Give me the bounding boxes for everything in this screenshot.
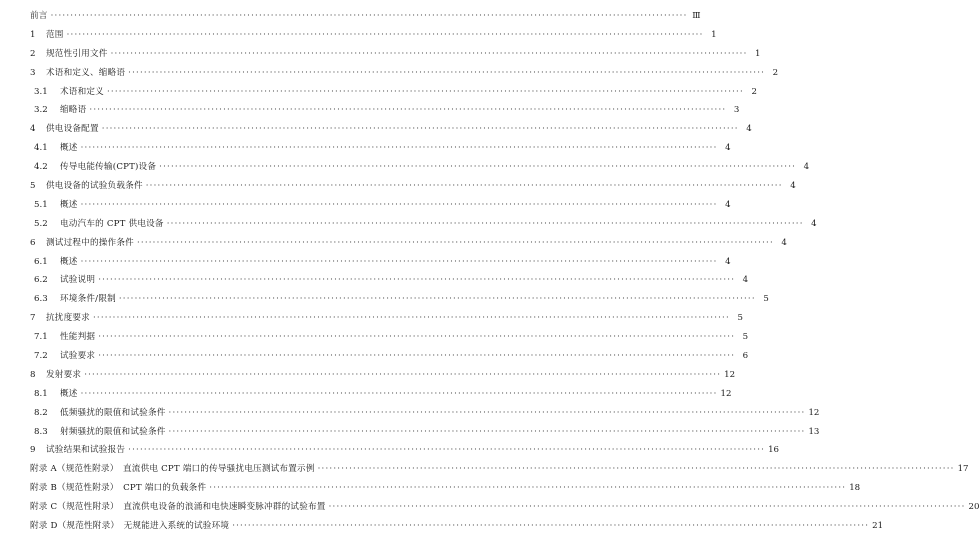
toc-entry[interactable] (30, 328, 749, 347)
toc-entry-title: 性能判据 (60, 332, 96, 343)
toc-entry[interactable] (30, 404, 820, 423)
toc-entry[interactable] (30, 83, 757, 102)
dot-leader (128, 64, 765, 83)
toc-entry-title: 概述 (60, 143, 78, 154)
toc-entry-number: 8 (30, 369, 36, 380)
toc-entry[interactable] (30, 45, 761, 64)
toc-entry-number: 1 (30, 29, 36, 40)
toc-entry-title: 试验结果和试验报告 (46, 445, 126, 456)
toc-entry[interactable] (30, 385, 732, 404)
dot-leader (81, 139, 718, 158)
toc-entry-page: 12 (808, 407, 820, 418)
dot-leader (119, 290, 756, 309)
toc-entry-page: 4 (811, 218, 817, 229)
dot-leader (81, 253, 718, 272)
dot-leader (232, 517, 869, 536)
toc-entry-number: 8.1 (34, 388, 48, 399)
toc-entry-page: 4 (742, 275, 749, 286)
toc-entry-title: 附录 C（规范性附录） 直流供电设备的浪涌和电快速瞬变脉冲群的试验布置 (30, 502, 326, 513)
toc-entry-number: 7 (30, 313, 36, 324)
toc-entry[interactable] (30, 64, 779, 83)
dot-leader (51, 7, 688, 26)
toc-entry[interactable] (30, 309, 743, 328)
toc-entry-title: 概述 (60, 256, 78, 267)
toc-entry-title: 附录 D（规范性附录） 无规能进入系统的试验环境 (30, 521, 230, 532)
toc-entry[interactable] (30, 215, 817, 234)
toc-entry-page: 3 (733, 105, 740, 116)
toc-entry-number: 4.1 (34, 143, 48, 154)
toc-entry[interactable] (30, 234, 787, 253)
dot-leader (137, 234, 774, 253)
toc-entry-page: 21 (872, 521, 884, 532)
dot-leader (102, 120, 739, 139)
toc-entry-number: 3.2 (34, 105, 48, 116)
toc-entry-title: 概述 (60, 199, 78, 210)
toc-entry[interactable] (30, 7, 701, 26)
dot-leader (98, 328, 735, 347)
toc-entry-title: 范围 (46, 29, 64, 40)
dot-leader (159, 158, 796, 177)
dot-leader (107, 83, 744, 102)
dot-leader (146, 177, 783, 196)
toc-entry[interactable] (30, 498, 979, 517)
toc-entry-title: 电动汽车的 CPT 供电设备 (60, 218, 164, 229)
toc-entry-number: 4.2 (34, 162, 48, 173)
toc-entry-page: 12 (720, 388, 732, 399)
toc-entry-number: 5.2 (34, 218, 48, 229)
dot-leader (128, 441, 765, 460)
toc-entry-page: 16 (768, 445, 780, 456)
dot-leader (318, 460, 955, 479)
toc-entry[interactable] (30, 101, 740, 120)
toc-entry-page: 4 (746, 124, 752, 135)
toc-entry[interactable] (30, 139, 731, 158)
toc-entry-title: 缩略语 (60, 105, 87, 116)
toc-entry-title: 试验说明 (60, 275, 96, 286)
toc-entry-page: 1 (755, 48, 761, 59)
toc-entry-number: 6.2 (34, 275, 48, 286)
dot-leader (167, 215, 804, 234)
dot-leader (84, 366, 721, 385)
dot-leader (81, 385, 718, 404)
toc-entry[interactable] (30, 423, 820, 442)
toc-entry[interactable] (30, 158, 810, 177)
toc-entry-title: 低频骚扰的限值和试验条件 (60, 407, 166, 418)
toc-entry-page: 2 (751, 86, 757, 97)
toc-entry-page: Ⅲ (692, 11, 701, 21)
toc-entry-number: 8.2 (34, 407, 48, 418)
toc-entry-page: 12 (724, 369, 736, 380)
toc-entry-title: 概述 (60, 388, 78, 399)
toc-entry-title: 术语和定义、缩略语 (46, 67, 126, 78)
toc-entry[interactable] (30, 366, 736, 385)
toc-entry-title: 发射要求 (46, 369, 82, 380)
toc-entry-title: 前言 (30, 11, 48, 21)
toc-entry-page: 13 (808, 426, 820, 437)
dot-leader (169, 404, 806, 423)
toc-entry-page: 5 (742, 332, 749, 343)
toc-entry-page: 4 (781, 237, 787, 248)
toc-entry-number: 5 (30, 181, 36, 192)
toc-entry[interactable] (30, 253, 731, 272)
toc-entry-title: 附录 A（规范性附录） 直流供电 CPT 端口的传导骚扰电压测试布置示例 (30, 464, 315, 475)
toc-entry[interactable] (30, 271, 749, 290)
toc-entry-title: 试验要求 (60, 351, 96, 362)
toc-entry[interactable] (30, 290, 769, 309)
toc-entry-title: 供电设备的试验负载条件 (46, 181, 143, 192)
toc-entry-page: 20 (968, 502, 979, 513)
toc-entry-number: 7.1 (34, 332, 48, 343)
toc-entry-number: 3.1 (34, 86, 48, 97)
toc-entry-number: 6.3 (34, 294, 48, 305)
dot-leader (111, 45, 748, 64)
toc-entry-title: 测试过程中的操作条件 (46, 237, 134, 248)
dot-leader (98, 347, 735, 366)
toc-entry-page: 5 (737, 313, 743, 324)
toc-entry-page: 18 (849, 483, 861, 494)
toc-entry[interactable] (30, 196, 731, 215)
toc-entry[interactable] (30, 26, 717, 45)
toc-entry-number: 3 (30, 67, 36, 78)
toc-entry-page: 6 (742, 351, 749, 362)
toc-entry-title: 环境条件/限制 (60, 294, 116, 305)
toc-entry[interactable] (30, 120, 752, 139)
toc-entry-page: 4 (725, 199, 731, 210)
toc-entry-page: 5 (763, 294, 769, 305)
toc-entry-page: 4 (790, 181, 796, 192)
dot-leader (169, 423, 806, 442)
toc-entry-title: 供电设备配置 (46, 124, 99, 135)
toc-entry[interactable] (30, 517, 884, 532)
toc-entry-number: 6 (30, 237, 36, 248)
toc-entry-title: 抗扰度要求 (46, 313, 90, 324)
toc-entry-page: 17 (957, 464, 969, 475)
toc-entry[interactable] (30, 460, 969, 479)
toc-entry-number: 9 (30, 445, 36, 456)
dot-leader (329, 498, 966, 517)
toc-entry-number: 8.3 (34, 426, 48, 437)
toc-entry-title: 传导电能传输(CPT)设备 (60, 162, 157, 173)
toc-entry-page: 4 (725, 256, 731, 267)
toc-entry[interactable] (30, 347, 749, 366)
toc-entry-title: 射频骚扰的限值和试验条件 (60, 426, 166, 437)
toc-entry-title: 术语和定义 (60, 86, 104, 97)
toc-entry-page: 2 (772, 67, 779, 78)
toc-entry-number: 6.1 (34, 256, 48, 267)
toc-entry-number: 2 (30, 48, 36, 59)
toc-entry-number: 7.2 (34, 351, 48, 362)
dot-leader (98, 271, 735, 290)
toc-entry[interactable] (30, 479, 861, 498)
dot-leader (93, 309, 730, 328)
dot-leader (81, 196, 718, 215)
toc-entry-page: 4 (803, 162, 810, 173)
toc-entry-number: 5.1 (34, 199, 48, 210)
toc-entry[interactable] (30, 177, 796, 196)
toc-entry-page: 1 (711, 29, 717, 40)
toc-entry-page: 4 (725, 143, 731, 154)
toc-entry[interactable] (30, 441, 780, 460)
toc-entry-title: 附录 B（规范性附录） CPT 端口的负载条件 (30, 483, 207, 494)
dot-leader (89, 101, 726, 120)
dot-leader (209, 479, 846, 498)
toc-entry-number: 4 (30, 124, 36, 135)
toc-entry-title: 规范性引用文件 (46, 48, 108, 59)
dot-leader (67, 26, 704, 45)
